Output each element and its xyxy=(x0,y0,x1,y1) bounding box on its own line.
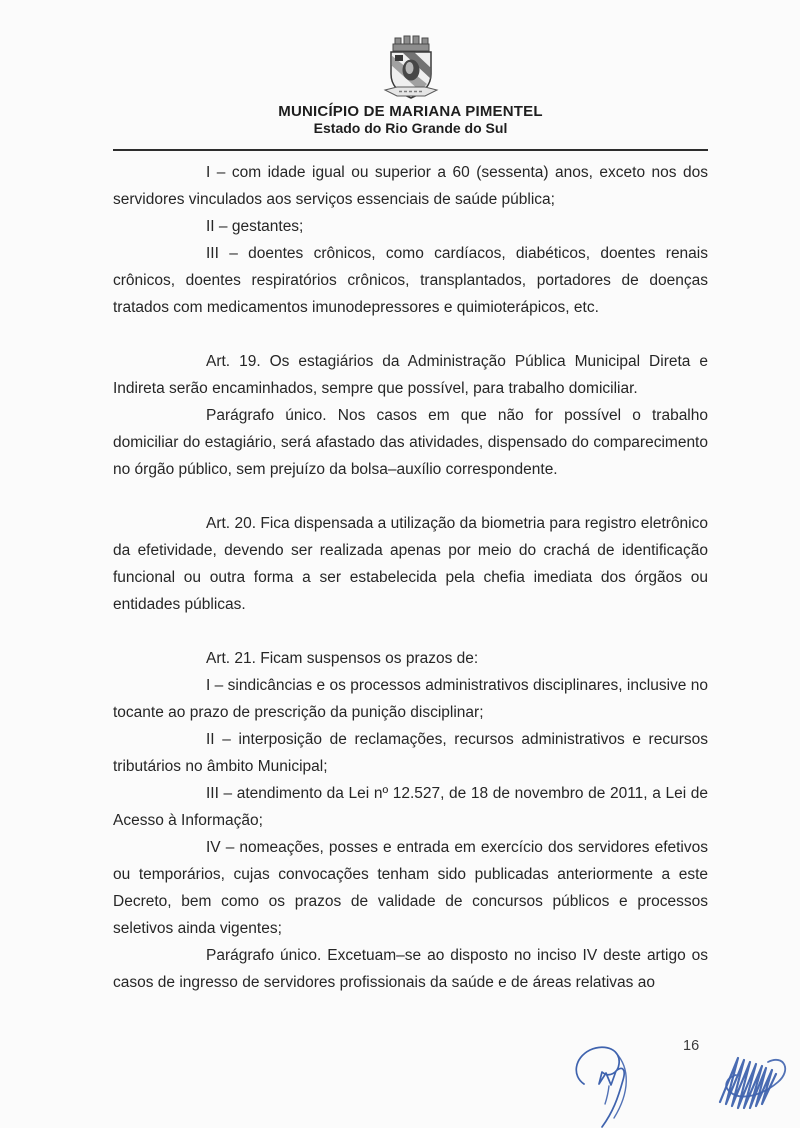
signature-scribble-icon xyxy=(708,1046,796,1116)
paragraph: II – interposição de reclamações, recursos administrativos e recursos tributários no âmbito Municipal; xyxy=(113,731,708,775)
header-divider xyxy=(113,149,708,151)
document-header xyxy=(113,0,708,151)
paragraph: III – atendimento da Lei nº 12.527, de 18 de novembro de 2011, a Lei de Acesso à Informação; xyxy=(113,785,708,829)
paragraph: Parágrafo único. Excetuam–se ao disposto no inciso IV deste artigo os casos de ingresso de servidores profissionais da saúde e de áreas relativas ao xyxy=(113,947,708,991)
municipality-name: MUNICÍPIO DE MARIANA PIMENTEL xyxy=(278,103,543,120)
paragraph: III – doentes crônicos, como cardíacos, diabéticos, doentes renais crônicos, doentes respiratórios crônicos, transplantados, portadores de doenças tratados com medicamentos imunodepressores e quimioterápicos, etc. xyxy=(113,245,708,316)
paragraph: I – com idade igual ou superior a 60 (sessenta) anos, exceto nos dos servidores vinculados aos serviços essenciais de saúde pública; xyxy=(113,164,708,208)
paragraph: I – sindicâncias e os processos administrativos disciplinares, inclusive no tocante ao prazo de prescrição da punição disciplinar; xyxy=(113,677,708,721)
document-body xyxy=(113,159,708,996)
page-number: 16 xyxy=(683,1038,700,1054)
paragraph: Art. 20. Fica dispensada a utilização da biometria para registro eletrônico da efetividade, devendo ser realizada apenas por meio do crachá de identificação funcional ou outra forma a ser estabelecida pela chefia imediata dos órgãos ou entidades públicas. xyxy=(113,515,708,613)
state-name: Estado do Rio Grande do Sul xyxy=(313,120,508,136)
paragraph: Parágrafo único. Nos casos em que não for possível o trabalho domiciliar do estagiário, será afastado das atividades, dispensado do comparecimento no órgão público, sem prejuízo da bolsa–auxílio correspondente. xyxy=(113,407,708,478)
coat-of-arms-icon xyxy=(380,35,442,101)
paragraph: Art. 19. Os estagiários da Administração Pública Municipal Direta e Indireta serão encaminhados, sempre que possível, para trabalho domiciliar. xyxy=(113,353,708,397)
paragraph: IV – nomeações, posses e entrada em exercício dos servidores efetivos ou temporários, cujas convocações tenham sido publicadas anteriormente a este Decreto, bem como os prazos de validade de concursos públicos e processos seletivos ainda vigentes; xyxy=(113,839,708,937)
signature-initials-icon xyxy=(568,1040,656,1128)
paragraph: Art. 21. Ficam suspensos os prazos de: xyxy=(206,650,479,667)
paragraph: II – gestantes; xyxy=(206,218,304,235)
